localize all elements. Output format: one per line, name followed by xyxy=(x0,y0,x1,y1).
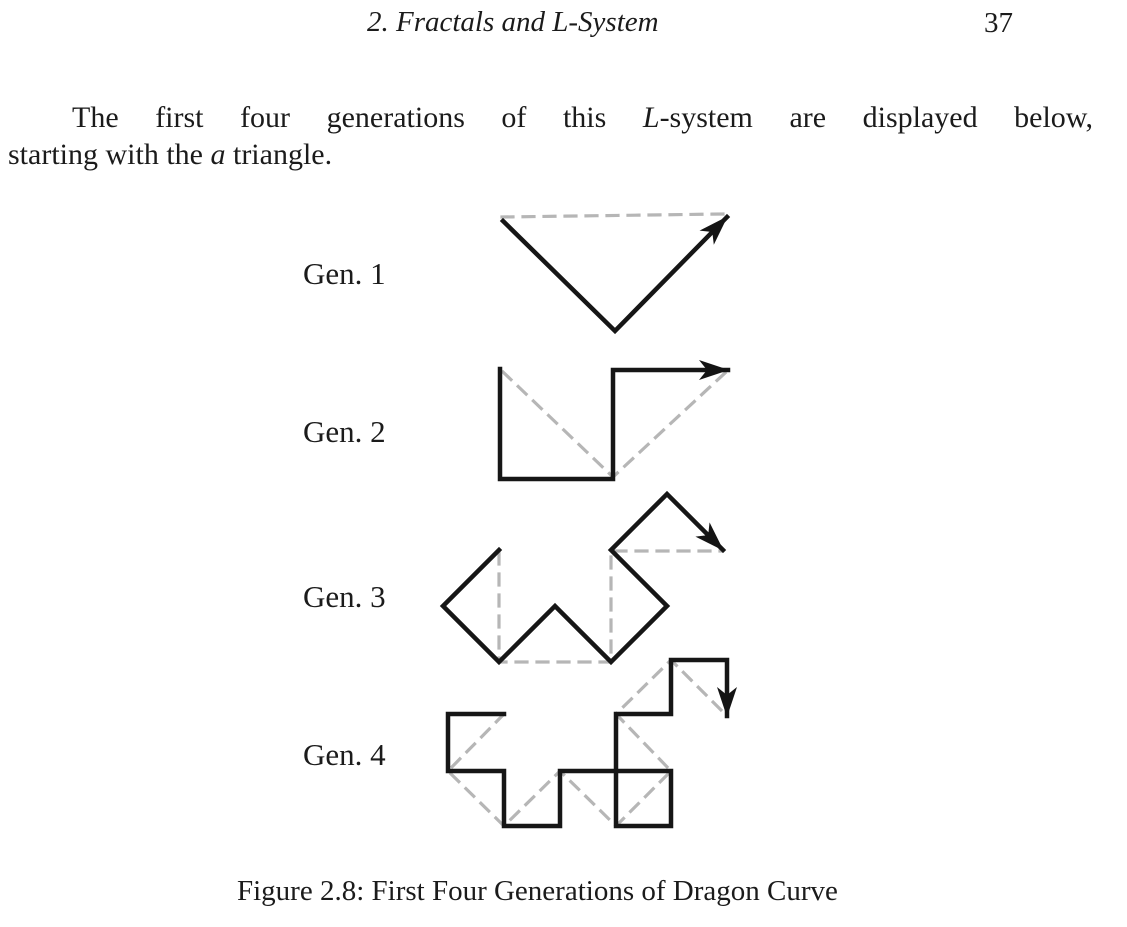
italic-variable: L xyxy=(642,101,660,134)
gen-label-2: Gen. 2 xyxy=(303,414,386,449)
text-run: starting with the xyxy=(8,138,211,171)
gen-2-curve xyxy=(500,369,728,479)
gen-4-previous-generation-dashed xyxy=(448,660,727,826)
text-run: The first four generations of this xyxy=(72,101,643,134)
gen-4-curve xyxy=(448,660,727,826)
gen-label-4: Gen. 4 xyxy=(303,737,386,772)
text-run: triangle. xyxy=(225,138,333,171)
gen-label-3: Gen. 3 xyxy=(303,579,386,614)
gen-3-curve xyxy=(443,494,723,662)
gen-label-1: Gen. 1 xyxy=(303,256,386,291)
figure-caption: Figure 2.8: First Four Generations of Dragon Curve xyxy=(237,875,838,907)
gen-1-previous-generation-dashed xyxy=(502,214,723,217)
curves-group xyxy=(443,214,728,826)
italic-variable: a xyxy=(210,138,226,171)
text-run: -system are displayed below, xyxy=(659,101,1094,134)
page-number: 37 xyxy=(984,7,1013,39)
chapter-header: 2. Fractals and L-System xyxy=(367,6,659,38)
gen-1-curve xyxy=(503,217,727,331)
gen-3-previous-generation-dashed xyxy=(499,551,721,662)
